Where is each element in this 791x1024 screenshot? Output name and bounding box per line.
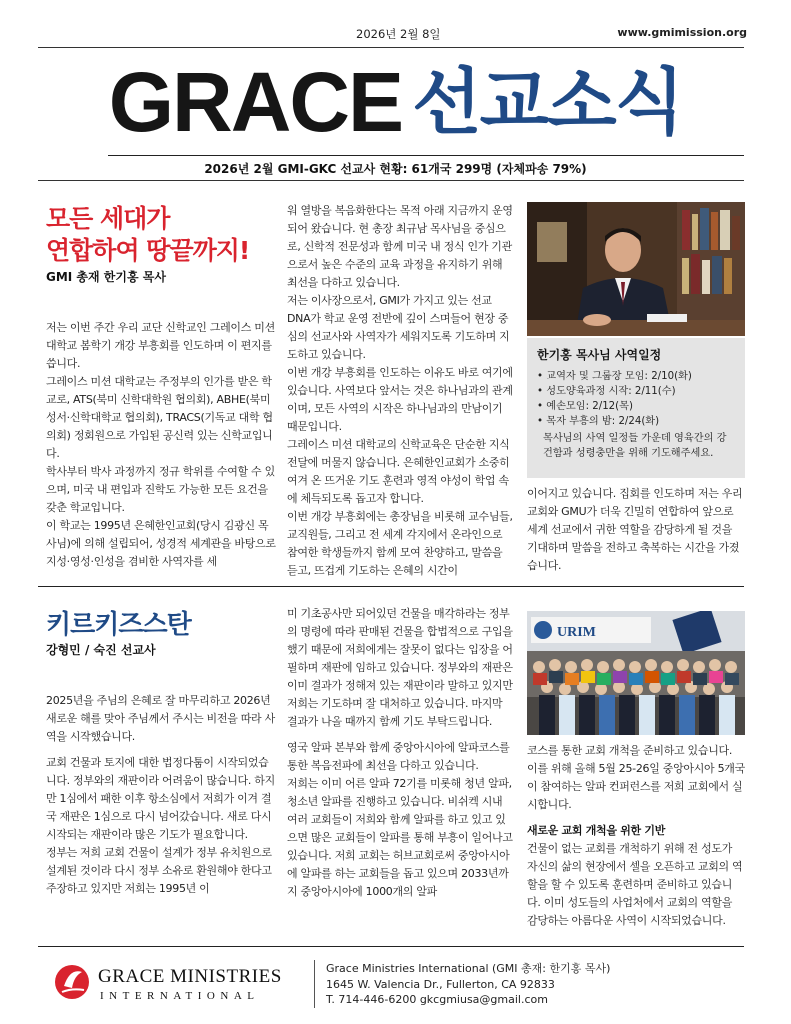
masthead-title-ko: 선교소식 xyxy=(412,60,683,144)
footer-phone-email: T. 714-446-6200 gkcgmiusa@gmail.com xyxy=(326,993,548,1006)
missionary-status-line: 2026년 2월 GMI-GKC 선교사 현황: 61개국 299명 (자체파송 79%) xyxy=(204,162,587,176)
footer-address: 1645 W. Valencia Dr., Fullerton, CA 92833 xyxy=(326,977,555,991)
schedule-box xyxy=(527,338,745,478)
article1-paragraph: 저는 이사장으로서, GMI가 가지고 있는 선교 DNA가 학교 운영 전반에 깊이 스며들어 현장 중심의 선교사와 사역자가 세워지도록 기도하며 지도하고 있습니다. xyxy=(287,294,510,361)
logo-text-line2: INTERNATIONAL xyxy=(100,990,260,1002)
article2-paragraph: 정부는 저희 교회 건물이 설계가 정부 유치원으로 설계된 것이라 다시 정부 소유로 환원해야 한다고 주장하고 있지만 저희는 1995년 이 xyxy=(46,846,272,895)
footer-org: Grace Ministries International (GMI 총재: 한기홍 목사) xyxy=(326,962,611,975)
schedule-item: • 예손모임: 2/12(목) xyxy=(537,399,735,414)
church-group-photo xyxy=(527,611,745,735)
schedule-title: 한기홍 목사님 사역일정 xyxy=(537,348,662,362)
article2-headline: 키르키즈스탄 xyxy=(46,610,191,640)
masthead xyxy=(0,56,791,148)
article1-paragraph: 학사부터 박사 과정까지 정규 학위를 수여할 수 있으며, 미국 내 편입과 진학도 가능한 모든 요건을 갖춘 학교입니다. xyxy=(46,465,275,514)
article2-paragraph: 건물이 없는 교회를 개척하기 위해 전 성도가 자신의 삶의 현장에서 셀을 오픈하고 교회의 역할을 할 수 있도록 훈련하며 준비하고 있습니다. 이미 성도들의 사업처에서 교회의 역할을 감당하는 아름다운 사역이 시작되었습니다. xyxy=(527,842,743,927)
top-bar xyxy=(38,26,747,44)
logo-text-line1: GRACE MINISTRIES xyxy=(98,966,282,987)
status-rule xyxy=(38,180,744,181)
article1-paragraph: 그레이스 미션 대학교는 주정부의 인가를 받은 학교로, ATS(북미 신학대학원 협의회), ABHE(북미 성서·신학대학교 협의회), TRACS(기독교 대학 협의회) 정회원으로 가입된 공신력 있는 신학교입니다. xyxy=(46,375,273,460)
article1-paragraph: 이번 개강 부흥회를 인도하는 이유도 바로 여기에 있습니다. 사역보다 앞서는 것은 하나님과의 관계이며, 모든 사역의 시작은 하나님과의 만남이기 때문입니다. xyxy=(287,366,513,433)
article2-column1 xyxy=(46,692,278,898)
article2-paragraph: 2025년을 주님의 은혜로 잘 마무리하고 2026년 새로운 해를 맞아 주님께서 주시는 비전을 따라 사역을 시작했습니다. xyxy=(46,694,275,743)
schedule-item: • 목자 부흥의 밤: 2/24(화) xyxy=(537,414,735,429)
photo-sign-text: URIM xyxy=(557,625,596,640)
schedule-item: • 성도양육과정 시작: 2/11(수) xyxy=(537,384,735,399)
article1-column1 xyxy=(46,319,278,571)
article1-column3 xyxy=(527,485,745,575)
masthead-title-en: GRACE xyxy=(108,55,403,149)
article2-column3 xyxy=(527,742,745,930)
article2-paragraph: 교회 건물과 토지에 대한 법정다툼이 시작되었습니다. 정부와의 재판이라 어려움이 많습니다. 하지만 1심에서 패한 이후 항소심에서 저희가 이겨 결국 재판은 1심으로 다시 넘어갔습니다. 새로 다시 시작되는 재판이라 많은 기도가 필요합니다. xyxy=(46,756,275,841)
article1-headline-line2: 연합하여 땅끝까지! xyxy=(46,236,250,265)
article1-paragraph: 워 열방을 복음화한다는 목적 아래 지금까지 운영되어 왔습니다. 현 총장 최규남 목사님을 중심으로, 신학적 전문성과 함께 미국 내 정식 인가 기관으로서 높은 수준의 교육 과정을 유지하기 위해 최선을 다하고 있습니다. xyxy=(287,204,513,289)
footer-divider xyxy=(314,960,315,1008)
article1-paragraph: 이어지고 있습니다. 집회를 인도하며 저는 우리 교회와 GMU가 더욱 긴밀히 연합하여 앞으로 세계 선교에서 귀한 역할을 감당하게 될 것을 기대하며 말씀을 전하고 축복하는 시간을 가졌습니다. xyxy=(527,487,743,572)
schedule-item: • 교역자 및 그룹장 모임: 2/10(화) xyxy=(537,369,735,384)
church-group-illustration xyxy=(527,611,745,735)
footer-rule xyxy=(38,946,744,947)
schedule-prayer-note: 목사님의 사역 일정들 가운데 영육간의 강건함과 성령충만을 위해 기도해주세요. xyxy=(543,433,727,459)
article2-byline: 강형민 / 숙진 선교사 xyxy=(46,643,156,657)
pastor-portrait-illustration xyxy=(527,202,745,336)
article2-column2 xyxy=(287,605,515,901)
article2-paragraph: 미 기초공사만 되어있던 건물을 매각하라는 정부의 명령에 따라 판매된 건물을 합법적으로 구입을 했기 때문에 저희에게는 잘못이 없다는 입장을 어필하며 재판에 임하고 있습니다. 정부와의 재판은 이미 결과가 정해져 있는 재판이라 말하고 있지만 저희는 기도하며 잘 대처하고 있습니다. 마지막 결과가 나올 때까지 함께 기도 부탁드립니다. xyxy=(287,607,513,728)
article2-paragraph: 코스를 통한 교회 개척을 준비하고 있습니다. 이를 위해 올해 5월 25-26일 중앙아시아 5개국이 참여하는 알파 컨퍼런스를 저희 교회에서 실시합니다. xyxy=(527,744,745,811)
pastor-portrait-photo xyxy=(527,202,745,336)
gmi-logo xyxy=(54,958,304,1008)
article1-paragraph: 이 학교는 1995년 은혜한인교회(당시 김광신 목사님)에 의해 설립되어, 성경적 세계관을 바탕으로 지성·영성·인성을 겸비한 사역자를 세 xyxy=(46,519,276,568)
masthead-rule xyxy=(108,155,744,156)
article1-paragraph: 저는 이번 주간 우리 교단 신학교인 그레이스 미션 대학교 봄학기 개강 부흥회를 인도하며 이 편지를 씁니다. xyxy=(46,321,275,370)
article1-paragraph: 그레이스 미션 대학교의 신학교육은 단순한 지식 전달에 머물지 않습니다. 은혜한인교회가 소중히 여겨 온 뜨거운 기도 훈련과 영적 야성이 학업 속에 체득되도록 돕고자 합니다. xyxy=(287,438,510,505)
article1-byline: GMI 총재 한기홍 목사 xyxy=(46,270,166,284)
article2-paragraph: 저희는 이미 어른 알파 72기를 미롯해 청년 알파, 청소년 알파를 진행하고 있습니다. 비쉬켁 시내 여러 교회들이 저희와 함께 알파를 하고 있고 있으면 많은 교회들이 알파를 통해 부흥이 일어나고 있습니다. 저희 교회는 허브교회로써 중앙아시아에 알파를 하는 교회들을 돕고 있으며 2033년까지 중앙아시아에 1000개의 알파 xyxy=(287,777,513,898)
article2-subhead: 새로운 교회 개척을 위한 기반 xyxy=(527,824,666,837)
article1-paragraph: 이번 개강 부흥회에는 총장님을 비롯해 교수님들, 교직원들, 그리고 전 세계 각지에서 온라인으로 참여한 학생들까지 함께 모여 찬양하고, 말씀을 듣고, 뜨겁게 기도하는 은혜의 시간이 xyxy=(287,510,513,577)
section-divider xyxy=(38,586,744,587)
article2-paragraph: 영국 알파 본부와 함께 중앙아시아에 알파코스를 통한 복음전파에 최선을 다하고 있습니다. xyxy=(287,741,510,772)
website-link[interactable]: www.gmimission.org xyxy=(617,26,747,39)
footer-contact-info xyxy=(326,961,610,1008)
issue-date: 2026년 2월 8일 xyxy=(356,27,441,41)
article1-headline-line1: 모든 세대가 xyxy=(46,204,170,233)
gmi-logo-mark xyxy=(54,958,304,1008)
article1-column2 xyxy=(287,202,515,580)
top-rule xyxy=(38,47,744,48)
article1-headline xyxy=(46,203,249,267)
schedule-list xyxy=(537,369,735,429)
